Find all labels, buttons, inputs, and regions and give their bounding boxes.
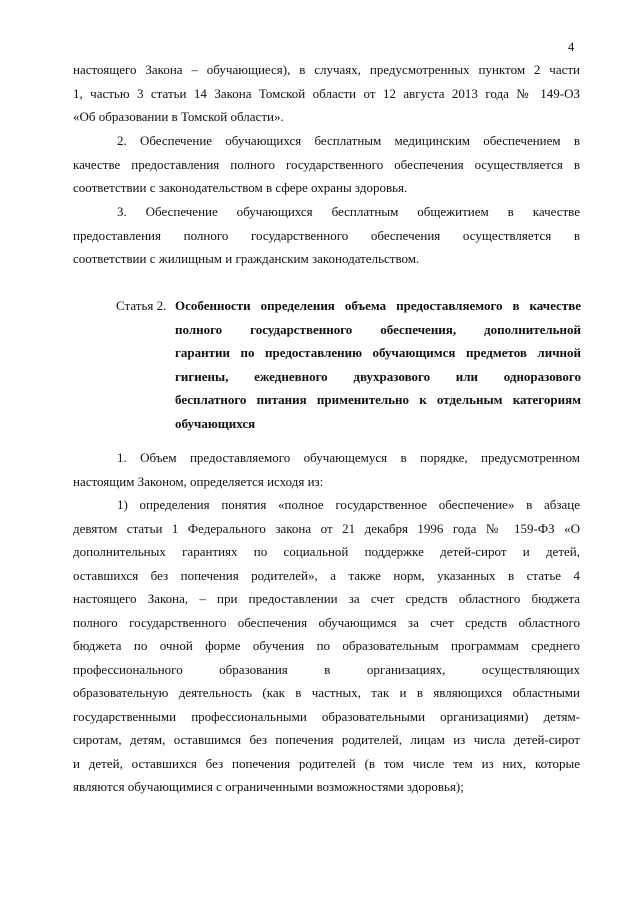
article-title-line: гигиены, ежедневного двухразового или одноразового bbox=[175, 368, 581, 384]
article-part-1 bbox=[73, 446, 580, 493]
text-line: настоящим Законом, определяется исходя из: bbox=[73, 473, 324, 489]
text-line: оставшихся без попечения родителей», а также норм, указанных в статье 4 bbox=[73, 567, 580, 583]
paragraph-3 bbox=[73, 200, 580, 271]
text-line: образовательную деятельность (как в частных, так и в являющихся областными bbox=[73, 685, 580, 700]
text-line: полного государственного обеспечения обучающимся за счет средств областного bbox=[73, 614, 580, 630]
text-line: 2. Обеспечение обучающихся бесплатным медицинским обеспечением в bbox=[117, 133, 580, 148]
text-line: предоставления полного государственного обеспечения осуществляется в bbox=[73, 227, 580, 243]
page-number: 4 bbox=[568, 40, 575, 54]
text-line: девятом статьи 1 Федерального закона от 21 декабря 1996 года № 159-ФЗ «О bbox=[73, 520, 580, 536]
text-line: и детей, оставшихся без попечения родителей (в том числе тем из них, которые bbox=[73, 755, 580, 771]
text-line: настоящего Закона, – при предоставлении за счет средств областного бюджета bbox=[73, 591, 580, 606]
article-title-line: Особенности определения объема предоставляемого в качестве bbox=[175, 298, 581, 313]
article-title-line: полного государственного обеспечения, дополнительной bbox=[175, 321, 581, 337]
article-title-line: обучающихся bbox=[175, 415, 256, 431]
text-line: 1. Объем предоставляемого обучающемуся в порядке, предусмотренном bbox=[117, 450, 580, 465]
article-title-line: бесплатного питания применительно к отдельным категориям bbox=[175, 392, 581, 407]
text-line: соответствии с законодательством в сфере охраны здоровья. bbox=[73, 180, 408, 195]
article-part-1-item-1 bbox=[73, 493, 580, 799]
text-line: являются обучающимися с ограниченными возможностями здоровья); bbox=[73, 779, 464, 794]
text-line: государственными профессиональными образовательными организациями) детям- bbox=[73, 708, 580, 724]
text-line: дополнительных гарантиях по социальной поддержке детей-сирот и детей, bbox=[73, 544, 580, 559]
article-heading bbox=[116, 294, 581, 435]
text-line: соответствии с жилищным и гражданским законодательством. bbox=[73, 251, 420, 266]
text-line: профессионального образования в организациях, осуществляющих bbox=[73, 661, 580, 677]
paragraph-2 bbox=[73, 129, 580, 200]
intro-paragraph bbox=[73, 58, 580, 129]
text-line: сиротам, детям, оставшимся без попечения родителей, лицам из числа детей-сирот bbox=[73, 732, 580, 747]
text-line: 1, частью 3 статьи 14 Закона Томской области от 12 августа 2013 года № 149-ОЗ bbox=[73, 85, 580, 101]
text-line: 1) определения понятия «полное государственное обеспечение» в абзаце bbox=[117, 497, 580, 512]
text-line: 3. Обеспечение обучающихся бесплатным общежитием в качестве bbox=[117, 204, 580, 219]
article-title-line: гарантии по предоставлению обучающимся предметов личной bbox=[175, 345, 581, 360]
text-line: «Об образовании в Томской области». bbox=[73, 109, 284, 124]
article-label: Статья 2. bbox=[116, 298, 167, 313]
text-line: бюджета по очной форме обучения по образовательным программам среднего bbox=[73, 638, 580, 653]
text-line: настоящего Закона – обучающиеся), в случаях, предусмотренных пунктом 2 части bbox=[73, 62, 580, 77]
text-line: качестве предоставления полного государственного обеспечения осуществляется в bbox=[73, 156, 580, 172]
